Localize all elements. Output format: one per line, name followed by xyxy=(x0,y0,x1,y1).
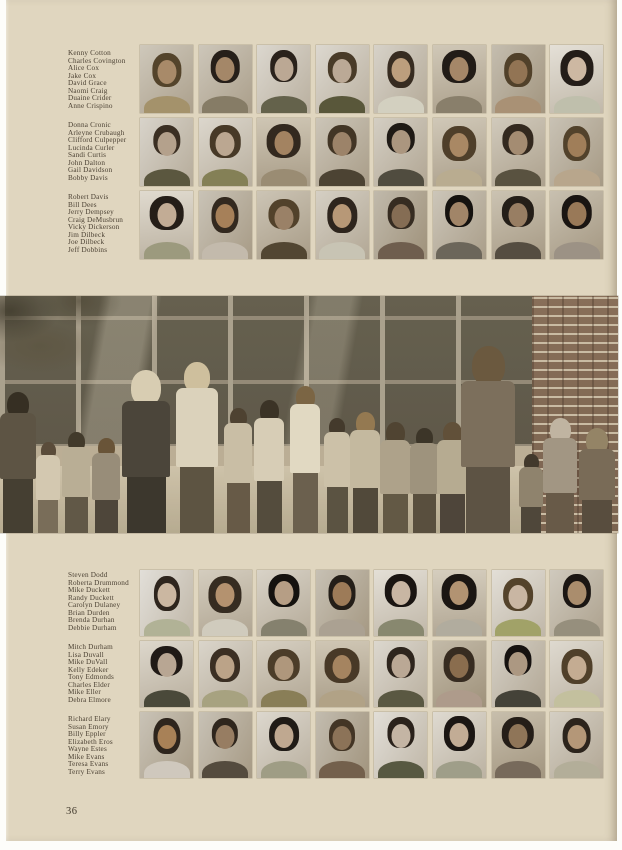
portrait-shoulders xyxy=(495,169,541,186)
figure-torso xyxy=(290,404,320,473)
figure-legs xyxy=(546,493,574,533)
student-figure xyxy=(36,442,60,533)
portrait-shoulders xyxy=(436,96,482,113)
figure-legs xyxy=(95,500,118,533)
portrait-shoulders xyxy=(378,169,424,186)
portrait-shoulders xyxy=(319,242,365,259)
student-name: Jim Dilbeck xyxy=(68,230,106,239)
portrait-photo xyxy=(316,712,369,778)
student-name: Mike Eller xyxy=(68,688,101,697)
portrait-shoulders xyxy=(261,96,307,113)
portrait-photo xyxy=(492,641,545,707)
portrait-face xyxy=(567,133,586,157)
portrait-face xyxy=(391,581,410,605)
student-name: Craig DeMusbrun xyxy=(68,215,124,224)
portrait-shoulders xyxy=(554,761,600,778)
student-name: Jake Cox xyxy=(68,71,97,80)
portrait-photo xyxy=(550,191,603,259)
portrait-shoulders xyxy=(144,690,190,707)
portrait-photo xyxy=(199,191,252,259)
figure-torso xyxy=(62,447,90,497)
portrait-face xyxy=(509,60,528,84)
portrait-shoulders xyxy=(495,96,541,113)
portrait-shoulders xyxy=(436,242,482,259)
student-figure xyxy=(290,386,320,533)
student-name: Steven Dodd xyxy=(68,571,108,579)
figure-legs xyxy=(327,487,348,533)
figure-legs xyxy=(257,481,282,533)
portrait-photo xyxy=(257,570,310,636)
student-name: Randy Duckett xyxy=(68,593,114,602)
portrait-shoulders xyxy=(261,619,307,636)
student-name: Donna Cronic xyxy=(68,121,111,129)
student-name: Mike DuVall xyxy=(68,658,108,667)
portrait-shoulders xyxy=(436,761,482,778)
portrait-face xyxy=(450,133,469,157)
portrait-photo xyxy=(199,45,252,113)
student-name: Teresa Evans xyxy=(68,760,109,769)
portrait-face xyxy=(333,582,352,606)
portrait-face xyxy=(333,655,352,679)
portrait-shoulders xyxy=(554,96,600,113)
student-name: Brian Durden xyxy=(68,608,110,617)
student-name: Clifford Culpepper xyxy=(68,136,127,145)
figure-legs xyxy=(413,494,436,533)
student-name: Debbie Durham xyxy=(68,623,117,632)
portrait-photo xyxy=(257,641,310,707)
student-name: Duaine Crider xyxy=(68,94,112,103)
student-name: Charles Covington xyxy=(68,56,126,65)
portrait-shoulders xyxy=(554,169,600,186)
portrait-photo xyxy=(199,570,252,636)
portrait-photo xyxy=(550,118,603,186)
student-name: Brenda Durhan xyxy=(68,616,115,625)
student-name: Naomi Craig xyxy=(68,86,108,95)
portrait-photo xyxy=(550,570,603,636)
portrait-shoulders xyxy=(495,242,541,259)
portrait-shoulders xyxy=(319,169,365,186)
student-name: Mike Evans xyxy=(68,752,105,761)
portrait-shoulders xyxy=(378,619,424,636)
portrait-shoulders xyxy=(554,619,600,636)
figure-legs xyxy=(353,488,378,533)
student-name: Bobby Davis xyxy=(68,173,108,182)
portrait-photo xyxy=(492,570,545,636)
student-figure xyxy=(254,400,284,533)
figure-torso xyxy=(324,432,350,487)
portrait-photo xyxy=(140,45,193,113)
student-figure xyxy=(380,422,410,533)
portrait-shoulders xyxy=(378,96,424,113)
portrait-face xyxy=(333,204,352,228)
student-figure xyxy=(350,412,380,533)
student-name: Sandi Curtis xyxy=(68,151,107,160)
portrait-shoulders xyxy=(378,242,424,259)
portrait-face xyxy=(509,131,528,155)
figure-torso xyxy=(176,388,218,467)
portrait-shoulders xyxy=(495,619,541,636)
portrait-photo xyxy=(492,45,545,113)
portrait-photo xyxy=(374,191,427,259)
portrait-photo xyxy=(492,118,545,186)
student-figure xyxy=(579,428,615,533)
portrait-photo xyxy=(257,118,310,186)
student-name: Carolyn Dulaney xyxy=(68,601,121,610)
portrait-photo xyxy=(433,712,486,778)
portrait-photo xyxy=(316,570,369,636)
portrait-photo xyxy=(199,712,252,778)
portrait-face xyxy=(157,583,176,607)
student-name: Anne Crispino xyxy=(68,101,113,110)
figure-torso xyxy=(461,381,515,467)
portrait-shoulders xyxy=(144,169,190,186)
portrait-photo xyxy=(316,191,369,259)
portrait-photo xyxy=(257,191,310,259)
student-figure xyxy=(543,418,577,533)
portrait-face xyxy=(274,206,293,230)
student-name: Roberta Drummond xyxy=(68,578,129,587)
portrait-shoulders xyxy=(261,169,307,186)
student-name: Susan Emory xyxy=(68,722,109,731)
portrait-face xyxy=(450,654,469,678)
portrait-face xyxy=(567,725,586,749)
portrait-shoulders xyxy=(202,619,248,636)
student-name: Joe Dilbeck xyxy=(68,238,105,247)
student-name: Charles Elder xyxy=(68,680,110,689)
candid-photo xyxy=(0,296,618,533)
figure-legs xyxy=(38,500,58,533)
portrait-face xyxy=(450,723,469,747)
portrait-shoulders xyxy=(202,761,248,778)
portrait-shoulders xyxy=(144,242,190,259)
portrait-shoulders xyxy=(495,761,541,778)
portrait-grid-top xyxy=(140,45,603,259)
portrait-photo xyxy=(433,641,486,707)
student-name: John Dalton xyxy=(68,158,106,167)
student-name: David Grace xyxy=(68,79,107,88)
portrait-shoulders xyxy=(436,619,482,636)
portrait-shoulders xyxy=(261,690,307,707)
portrait-face xyxy=(567,57,586,81)
portrait-shoulders xyxy=(378,690,424,707)
portrait-photo xyxy=(492,191,545,259)
portrait-photo xyxy=(374,641,427,707)
portrait-shoulders xyxy=(319,96,365,113)
portrait-shoulders xyxy=(319,761,365,778)
portrait-photo xyxy=(374,118,427,186)
portrait-face xyxy=(450,57,469,81)
figure-legs xyxy=(521,507,541,533)
student-figure xyxy=(62,432,90,533)
portrait-face xyxy=(333,59,352,83)
figure-legs xyxy=(293,473,318,533)
portrait-face xyxy=(216,204,235,228)
portrait-face xyxy=(567,581,586,605)
portrait-photo xyxy=(433,118,486,186)
student-name: Jerry Dempsey xyxy=(68,208,114,217)
portrait-shoulders xyxy=(554,242,600,259)
student-figure xyxy=(0,392,36,533)
figure-legs xyxy=(582,500,612,533)
portrait-face xyxy=(509,203,528,227)
portrait-face xyxy=(509,652,528,676)
student-name: Debra Elmore xyxy=(68,695,111,704)
portrait-shoulders xyxy=(144,619,190,636)
portrait-photo xyxy=(374,570,427,636)
portrait-face xyxy=(274,581,293,605)
student-figure xyxy=(461,346,515,533)
portrait-shoulders xyxy=(202,242,248,259)
portrait-face xyxy=(157,132,176,156)
portrait-photo xyxy=(316,118,369,186)
student-figure xyxy=(92,438,120,533)
portrait-photo xyxy=(140,712,193,778)
portrait-face xyxy=(333,726,352,750)
student-figure xyxy=(324,418,350,533)
portrait-shoulders xyxy=(378,761,424,778)
portrait-face xyxy=(157,203,176,227)
portrait-face xyxy=(333,132,352,156)
student-name: Lucinda Curler xyxy=(68,143,115,152)
portrait-face xyxy=(157,725,176,749)
portrait-photo xyxy=(140,191,193,259)
portrait-face xyxy=(391,130,410,154)
portrait-photo xyxy=(550,712,603,778)
portrait-face xyxy=(216,583,235,607)
student-figure xyxy=(224,408,252,533)
portrait-shoulders xyxy=(436,690,482,707)
portrait-photo xyxy=(140,570,193,636)
student-name: Tony Edmonds xyxy=(68,673,115,682)
student-name: Richard Elary xyxy=(68,715,111,723)
portrait-shoulders xyxy=(319,619,365,636)
student-name: Kenny Cotton xyxy=(68,49,111,57)
page-number: 36 xyxy=(66,806,78,817)
student-name: Alice Cox xyxy=(68,64,100,73)
portrait-shoulders xyxy=(495,690,541,707)
student-figure xyxy=(122,370,170,533)
student-name: Wayne Estes xyxy=(68,745,107,754)
portrait-grid-bottom xyxy=(140,570,603,778)
figure-legs xyxy=(3,479,33,533)
student-name: Kelly Edeker xyxy=(68,665,109,674)
figure-torso xyxy=(0,413,36,479)
student-name: Mike Duckett xyxy=(68,586,111,595)
portrait-photo xyxy=(257,712,310,778)
portrait-face xyxy=(391,58,410,82)
portrait-face xyxy=(274,131,293,155)
portrait-face xyxy=(274,724,293,748)
portrait-photo xyxy=(433,191,486,259)
portrait-photo xyxy=(492,712,545,778)
student-figure xyxy=(176,362,218,533)
figure-torso xyxy=(380,440,410,494)
student-name: Arleyne Crubaugh xyxy=(68,128,125,137)
portrait-photo xyxy=(550,641,603,707)
student-name: Elizabeth Eros xyxy=(68,737,113,746)
portrait-face xyxy=(157,60,176,84)
figure-torso xyxy=(36,455,60,500)
portrait-shoulders xyxy=(202,690,248,707)
portrait-face xyxy=(509,724,528,748)
portrait-face xyxy=(450,581,469,605)
portrait-photo xyxy=(199,641,252,707)
portrait-face xyxy=(216,57,235,81)
portrait-photo xyxy=(140,118,193,186)
portrait-shoulders xyxy=(202,96,248,113)
figure-torso xyxy=(92,453,120,500)
portrait-face xyxy=(274,656,293,680)
student-name: Robert Davis xyxy=(68,193,109,201)
student-name: Mitch Durham xyxy=(68,643,113,651)
portrait-photo xyxy=(199,118,252,186)
portrait-face xyxy=(391,654,410,678)
figure-torso xyxy=(224,423,252,483)
portrait-photo xyxy=(433,570,486,636)
figure-legs xyxy=(127,477,166,533)
figure-legs xyxy=(180,467,214,533)
portrait-face xyxy=(567,656,586,680)
student-name: Lisa Duvall xyxy=(68,650,104,659)
portrait-face xyxy=(391,204,410,228)
portrait-shoulders xyxy=(144,761,190,778)
portrait-photo xyxy=(316,45,369,113)
figure-torso xyxy=(254,418,284,481)
figure-torso xyxy=(350,430,380,488)
portrait-photo xyxy=(433,45,486,113)
figure-legs xyxy=(227,483,250,533)
student-name: Jeff Dobbins xyxy=(68,245,108,254)
figure-torso xyxy=(410,443,438,494)
portrait-face xyxy=(274,57,293,81)
portrait-face xyxy=(216,132,235,156)
figure-torso xyxy=(543,438,577,493)
portrait-shoulders xyxy=(554,690,600,707)
portrait-photo xyxy=(140,641,193,707)
portrait-photo xyxy=(374,45,427,113)
student-name: Billy Eppler xyxy=(68,730,106,739)
student-figure xyxy=(519,454,543,533)
portrait-face xyxy=(216,655,235,679)
figure-legs xyxy=(383,494,408,533)
figure-legs xyxy=(65,497,88,533)
portrait-photo xyxy=(550,45,603,113)
portrait-photo xyxy=(374,712,427,778)
student-name: Gail Davidson xyxy=(68,166,113,175)
student-name: Terry Evans xyxy=(68,767,106,776)
portrait-shoulders xyxy=(436,169,482,186)
portrait-face xyxy=(509,585,528,609)
portrait-photo xyxy=(316,641,369,707)
portrait-shoulders xyxy=(261,761,307,778)
figure-torso xyxy=(519,467,543,507)
portrait-shoulders xyxy=(319,690,365,707)
portrait-photo xyxy=(257,45,310,113)
student-figure xyxy=(410,428,438,533)
figure-head xyxy=(472,346,505,386)
figure-legs xyxy=(466,467,510,533)
portrait-shoulders xyxy=(144,96,190,113)
figure-torso xyxy=(122,401,170,477)
portrait-shoulders xyxy=(261,242,307,259)
portrait-face xyxy=(567,202,586,226)
portrait-shoulders xyxy=(202,169,248,186)
portrait-face xyxy=(216,725,235,749)
portrait-face xyxy=(157,653,176,677)
figure-torso xyxy=(579,449,615,500)
portrait-face xyxy=(391,724,410,748)
portrait-face xyxy=(450,202,469,226)
student-name: Vicky Dickerson xyxy=(68,223,120,232)
student-name: Bill Dees xyxy=(68,200,97,209)
